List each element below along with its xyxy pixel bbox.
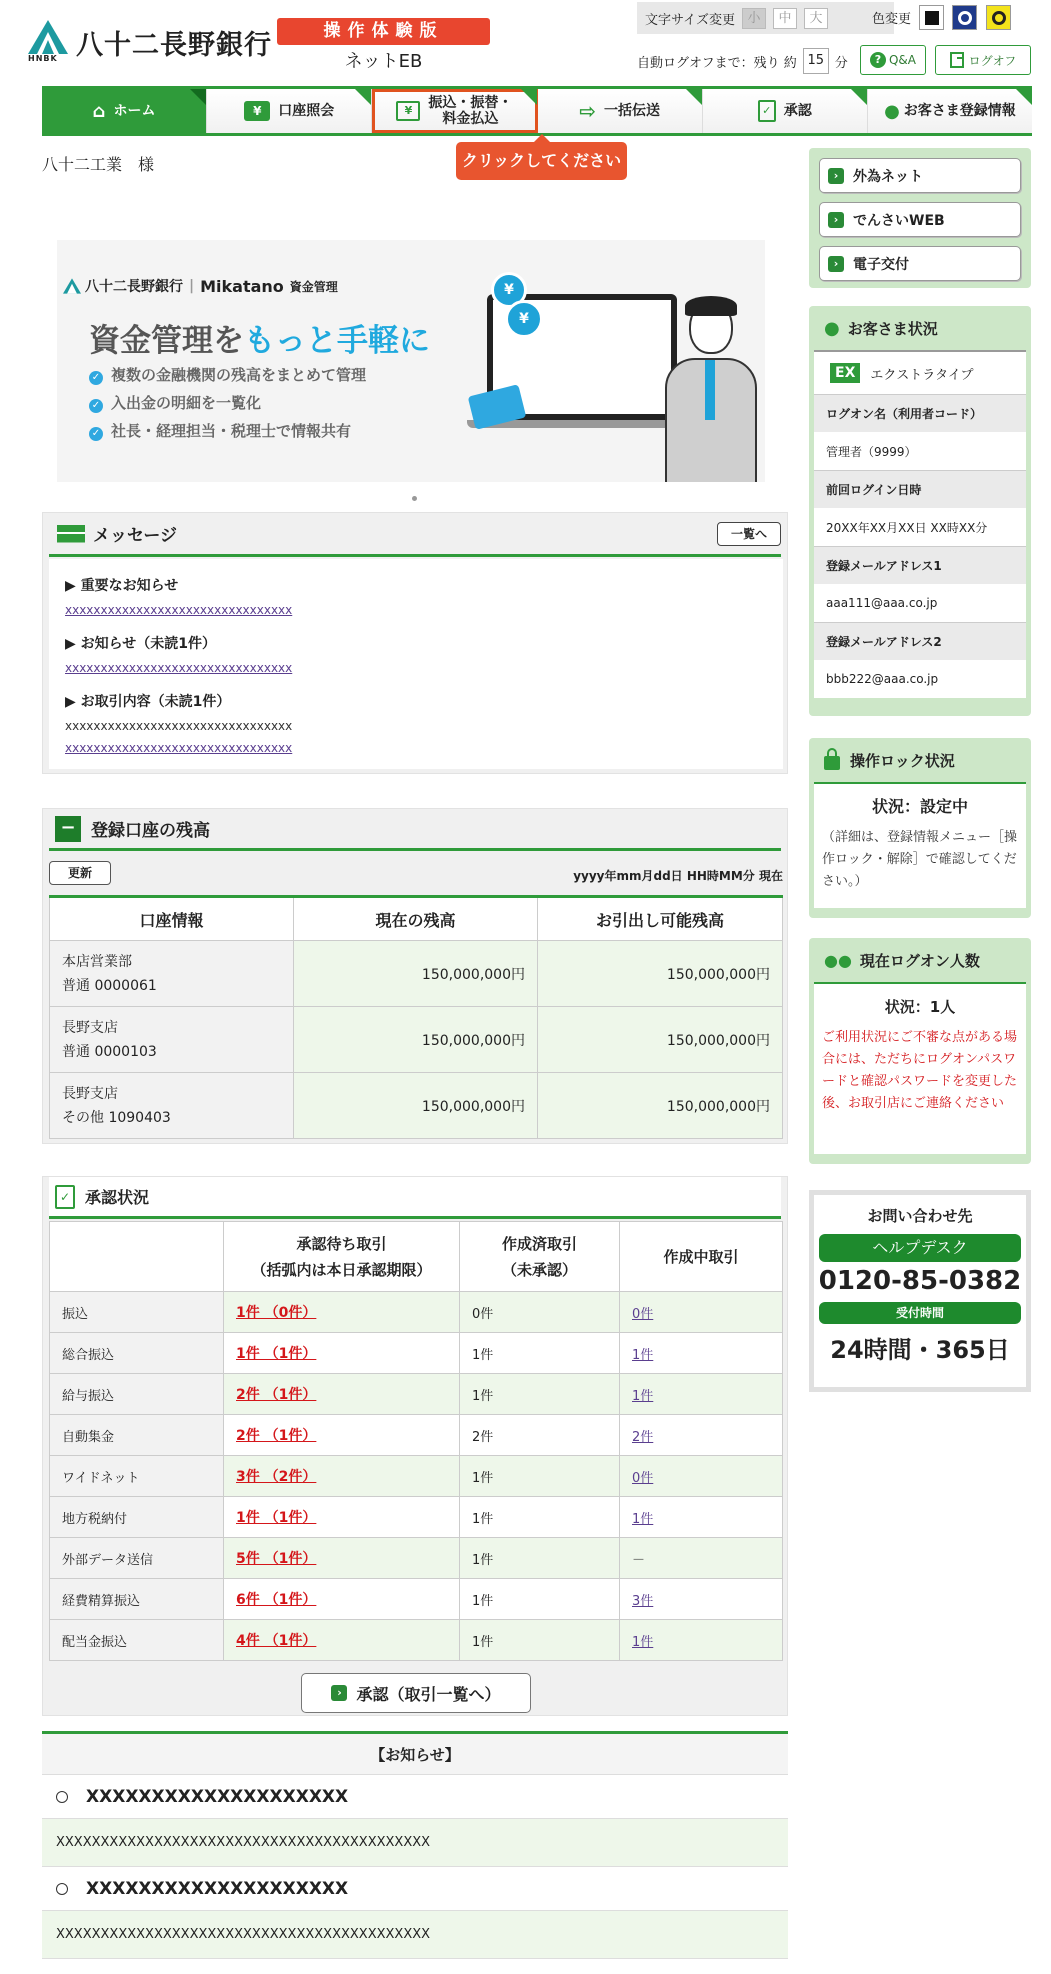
transaction-type-cell: [50, 1292, 224, 1333]
update-button[interactable]: 更新: [49, 861, 111, 885]
auto-logoff-minutes: 15: [803, 48, 829, 74]
coin-icon: ¥: [505, 300, 543, 338]
created-count-cell: [460, 1497, 620, 1538]
arrow-right-icon: ›: [828, 212, 844, 228]
created-count-cell: [460, 1620, 620, 1661]
created-count: 1件: [472, 1347, 494, 1363]
help-desk-label: ヘルプデスク: [819, 1234, 1021, 1262]
notice-title: XXXXXXXXXXXXXXXXXXXX: [86, 1878, 349, 1899]
draft-link[interactable]: 1件: [632, 1388, 654, 1404]
draft-link-cell: [620, 1333, 783, 1374]
hours-value: 24時間・365日: [830, 1336, 1010, 1364]
message-link[interactable]: xxxxxxxxxxxxxxxxxxxxxxxxxxxxxxxx: [65, 661, 293, 675]
message-section-heading: ▶ お取引内容（未読1件）: [65, 694, 231, 710]
banner-brand: 八十二長野銀行: [85, 279, 183, 295]
status-value: 20XX年XX月XX日 XX時XX分: [814, 508, 1026, 546]
draft-link-cell: [620, 1456, 783, 1497]
mail-icon: [57, 525, 85, 543]
approval-panel-header: [49, 1177, 781, 1219]
table-row: [50, 1073, 783, 1139]
atm-icon: ¥: [396, 101, 420, 121]
message-link[interactable]: xxxxxxxxxxxxxxxxxxxxxxxxxxxxxxxx: [65, 741, 293, 755]
banner-bullet: ✓ 入出金の明細を一覧化: [89, 392, 261, 413]
balance-table: [49, 895, 783, 1139]
banner-product: Mikatano: [200, 276, 284, 296]
pending-approval-link[interactable]: 4件 （1件）: [236, 1633, 317, 1649]
nav-corner-marker: [521, 89, 537, 105]
balance-col-header: 口座情報: [50, 897, 294, 941]
arrow-right-icon: ›: [331, 1685, 347, 1701]
nav-transfer-payment[interactable]: [372, 89, 537, 133]
created-count-cell: [460, 1374, 620, 1415]
draft-link-cell: [620, 1374, 783, 1415]
nav-transfer-line2: 料金払込: [442, 111, 499, 127]
transaction-type: 振込: [62, 1306, 89, 1322]
font-size-large-button[interactable]: 大: [804, 8, 828, 29]
nav-transfer-payment-label: [428, 95, 512, 127]
sidebar-link-label: 外為ネット: [853, 168, 923, 185]
branch-name: 長野支店: [62, 1019, 118, 1036]
pending-approval-link-cell: [224, 1292, 460, 1333]
banner-bullet: ✓ 複数の金融機関の残高をまとめて管理: [89, 364, 366, 385]
status-value: 管理者（9999）: [814, 432, 1026, 470]
approval-col-header-line: 作成済取引: [501, 1234, 577, 1253]
transaction-type-cell: [50, 1579, 224, 1620]
created-count-cell: [460, 1415, 620, 1456]
yen-wallet-icon: ¥: [244, 101, 270, 121]
approval-icon: ✓: [758, 100, 776, 122]
current-balance: 150,000,000円: [294, 941, 538, 1007]
draft-count: －: [632, 1552, 646, 1568]
pending-approval-link[interactable]: 3件 （2件）: [236, 1469, 317, 1485]
approval-table: [49, 1221, 783, 1661]
pending-approval-link-cell: [224, 1620, 460, 1661]
sidebar-link-label: でんさいWEB: [853, 212, 945, 229]
table-row: [50, 1579, 783, 1620]
created-count: 1件: [472, 1470, 494, 1486]
account-info-cell: [50, 1073, 294, 1139]
transaction-type: 総合振込: [62, 1347, 115, 1363]
approve-list-label: 承認（取引一覧へ）: [356, 1684, 501, 1704]
approval-col-header: [460, 1222, 620, 1292]
draft-link-cell: [620, 1415, 783, 1456]
banner-title: [89, 315, 430, 360]
arrow-right-icon: ›: [828, 256, 844, 272]
banner-bullet: ✓ 社長・経理担当・税理士で情報共有: [89, 420, 351, 441]
status-value: bbb222@aaa.co.jp: [814, 660, 1026, 698]
pending-approval-link[interactable]: 5件 （1件）: [236, 1551, 317, 1567]
operation-lock-note: （詳細は、登録情報メニュー［操作ロック・解除］で確認してください。）: [822, 830, 1018, 889]
transaction-type: 給与振込: [62, 1388, 115, 1404]
created-count: 1件: [472, 1593, 494, 1609]
created-count: 1件: [472, 1552, 494, 1568]
created-count-cell: [460, 1333, 620, 1374]
notice-body: XXXXXXXXXXXXXXXXXXXXXXXXXXXXXXXXXXXXXXXXXX: [42, 1911, 788, 1959]
approval-icon: ✓: [55, 1185, 75, 1209]
demo-badge: 操作体験版: [277, 18, 490, 45]
nav-home[interactable]: [42, 89, 207, 133]
table-row: [50, 1333, 783, 1374]
click-here-tooltip: クリックしてください: [456, 142, 627, 180]
sidebar-link-e-delivery[interactable]: [819, 246, 1021, 281]
balance-as-of: yyyy年mm月dd日 HH時MM分 現在: [573, 869, 783, 883]
home-icon: ⌂: [92, 100, 106, 122]
table-row: [50, 1497, 783, 1538]
draft-link-cell: [620, 1579, 783, 1620]
account-info-cell: [50, 1007, 294, 1073]
nav-corner-marker: [686, 89, 702, 105]
question-icon: ?: [870, 52, 886, 68]
notice-panel: [42, 1731, 788, 1967]
logon-count-header: [814, 938, 1026, 982]
message-panel-title: メッセージ: [93, 526, 177, 546]
auto-logoff-label: 自動ログオフまで：残り 約: [637, 55, 797, 71]
available-balance: 150,000,000円: [538, 1073, 783, 1139]
pending-approval-link-cell: [224, 1497, 460, 1538]
pending-approval-link-cell: [224, 1415, 460, 1456]
approval-col-header: [50, 1222, 224, 1292]
operation-lock-body: [814, 782, 1026, 908]
nav-account-inquiry[interactable]: [207, 89, 372, 133]
nav-corner-marker: [355, 89, 371, 105]
available-balance: 150,000,000円: [538, 1007, 783, 1073]
approval-col-header: [224, 1222, 460, 1292]
transaction-type-cell: [50, 1538, 224, 1579]
draft-link[interactable]: 3件: [632, 1593, 654, 1609]
table-row: [50, 1456, 783, 1497]
bank-logo-mark-icon: [28, 20, 68, 64]
color-change-label: 色変更: [872, 12, 912, 27]
logon-count-panel: [809, 938, 1031, 1164]
carousel-dot[interactable]: [412, 496, 417, 501]
balance-col-header: お引出し可能残高: [538, 897, 783, 941]
qa-label: Q&A: [888, 53, 916, 67]
balance-panel-title: 登録口座の残高: [91, 821, 210, 841]
transaction-type: 経費精算振込: [62, 1593, 141, 1609]
sidebar-link-densai[interactable]: [819, 202, 1021, 237]
pending-approval-link[interactable]: 6件 （1件）: [236, 1592, 317, 1608]
logoff-label: ログオフ: [968, 53, 1017, 68]
nav-transfer-line1: 振込・振替・: [428, 95, 513, 111]
balance-panel: [42, 808, 788, 1144]
message-panel: [42, 512, 788, 774]
approve-list-button[interactable]: [301, 1673, 531, 1713]
font-size-small-button[interactable]: 小: [742, 8, 766, 29]
account-number: その他 1090403: [62, 1109, 171, 1126]
color-black-button[interactable]: [919, 5, 944, 30]
created-count-cell: [460, 1456, 620, 1497]
draft-link[interactable]: 1件: [632, 1511, 654, 1527]
approval-col-header: 作成中取引: [620, 1222, 783, 1292]
table-row: [50, 941, 783, 1007]
pending-approval-link[interactable]: 2件 （1件）: [236, 1387, 317, 1403]
hours-label: 受付時間: [819, 1302, 1021, 1324]
message-link[interactable]: xxxxxxxxxxxxxxxxxxxxxxxxxxxxxxxx: [65, 603, 293, 617]
account-info-cell: [50, 941, 294, 1007]
table-row: [50, 1415, 783, 1456]
pending-approval-link-cell: [224, 1456, 460, 1497]
pending-approval-link[interactable]: 2件 （1件）: [236, 1428, 317, 1444]
approval-col-header-line: （括弧内は本日承認期限）: [251, 1260, 432, 1279]
color-yellow-button[interactable]: [986, 5, 1011, 30]
contact-box: [809, 1190, 1031, 1392]
nav-customer-registration[interactable]: [868, 89, 1032, 133]
pending-approval-link-cell: [224, 1374, 460, 1415]
available-balance: 150,000,000円: [538, 941, 783, 1007]
operation-lock-header: [814, 738, 1026, 782]
font-size-switcher: [637, 2, 894, 34]
draft-link-cell: [620, 1620, 783, 1661]
coin-icon: ¥: [491, 272, 527, 308]
notice-item[interactable]: [42, 1775, 788, 1819]
circle-bullet-icon: [56, 1883, 68, 1895]
sidebar-links: [809, 148, 1031, 288]
operation-lock-title: 操作ロック状況: [850, 751, 955, 770]
users-icon: ●●: [824, 950, 852, 970]
operation-lock-status: 状況：設定中: [871, 797, 968, 816]
approval-col-header-line: （未承認）: [501, 1260, 577, 1279]
draft-link[interactable]: 0件: [632, 1306, 654, 1322]
pending-approval-link[interactable]: 1件 （1件）: [236, 1510, 317, 1526]
transaction-type: 自動集金: [62, 1429, 115, 1445]
sidebar-link-label: 電子交付: [853, 256, 909, 273]
transaction-type-cell: [50, 1456, 224, 1497]
approval-panel-title: 承認状況: [85, 1188, 150, 1207]
nav-approval-label: 承認: [783, 103, 812, 119]
bank-short-name: HNBK: [28, 54, 58, 63]
transaction-type: 外部データ送信: [62, 1552, 154, 1568]
approval-col-header-line: 承認待ち取引: [296, 1234, 387, 1253]
current-balance: 150,000,000円: [294, 1073, 538, 1139]
balance-panel-header: [49, 809, 781, 851]
contact-title: お問い合わせ先: [867, 1207, 973, 1225]
help-desk-phone[interactable]: 0120-85-0382: [818, 1266, 1022, 1296]
created-count: 1件: [472, 1634, 494, 1650]
customer-status-title: お客さま状況: [847, 319, 938, 338]
status-label: 登録メールアドレス2: [814, 622, 1026, 660]
created-count-cell: [460, 1538, 620, 1579]
lock-icon: [824, 756, 840, 770]
logoff-button[interactable]: [935, 45, 1031, 75]
created-count: 1件: [472, 1511, 494, 1527]
transaction-type: 地方税納付: [62, 1511, 128, 1527]
customer-status-panel: [809, 306, 1031, 716]
draft-link-cell: [620, 1497, 783, 1538]
table-row: [50, 1374, 783, 1415]
qa-button[interactable]: [860, 45, 926, 75]
color-blue-button[interactable]: [952, 5, 977, 30]
notice-item[interactable]: [42, 1867, 788, 1911]
draft-link[interactable]: 2件: [632, 1429, 654, 1445]
banner-product-suffix: 資金管理: [289, 279, 338, 294]
created-count: 2件: [472, 1429, 494, 1445]
bank-logo[interactable]: [28, 20, 272, 64]
transfer-icon: ⇨: [579, 99, 596, 123]
logon-warning: ご利用状況にご不審な点がある場合には、ただちにログオンパスワードと確認パスワードを変更した後、お取引店にご連絡ください: [822, 1030, 1018, 1111]
nav-bulk-transmission-label: 一括伝送: [603, 103, 660, 119]
nav-corner-marker: [851, 89, 867, 105]
nav-home-label: ホーム: [113, 103, 156, 119]
created-count: 0件: [472, 1306, 494, 1322]
customer-status-header: [814, 306, 1026, 350]
draft-link[interactable]: 1件: [632, 1634, 654, 1650]
user-icon: ●: [824, 317, 840, 339]
pending-approval-link-cell: [224, 1579, 460, 1620]
nav-corner-marker: [190, 89, 206, 105]
nav-customer-registration-label: お客さま登録情報: [903, 103, 1016, 119]
transaction-type: ワイドネット: [62, 1470, 140, 1486]
table-row: [50, 1620, 783, 1661]
customer-name: 八十二工業 様: [42, 155, 155, 174]
logon-count-status: 状況：1人: [884, 998, 956, 1016]
pending-approval-link[interactable]: 1件 （0件）: [236, 1305, 317, 1321]
transaction-type-cell: [50, 1497, 224, 1538]
auto-logoff-timer: [637, 46, 848, 76]
main-nav: [42, 86, 1032, 136]
nav-approval[interactable]: [703, 89, 868, 133]
status-value: aaa111@aaa.co.jp: [814, 584, 1026, 622]
sidebar-link-forex[interactable]: [819, 158, 1021, 193]
transaction-type-cell: [50, 1415, 224, 1456]
message-panel-header: [49, 513, 781, 557]
ex-badge: EX: [830, 363, 860, 383]
status-label: ログオン名（利用者コード）: [814, 394, 1026, 432]
font-size-label: 文字サイズ変更: [645, 12, 735, 28]
account-number: 普通 0000061: [62, 977, 157, 994]
collapse-icon[interactable]: −: [55, 816, 81, 842]
message-list: [49, 559, 783, 769]
nav-bulk-transmission[interactable]: [538, 89, 703, 133]
message-text: xxxxxxxxxxxxxxxxxxxxxxxxxxxxxxxx: [65, 719, 293, 733]
service-subtitle: ネットEB: [344, 51, 423, 72]
nav-account-inquiry-label: 口座照会: [278, 103, 335, 119]
operation-lock-panel: [809, 738, 1031, 918]
pending-approval-link-cell: [224, 1538, 460, 1579]
draft-link-cell: [620, 1292, 783, 1333]
font-size-medium-button[interactable]: 中: [773, 8, 797, 29]
created-count-cell: [460, 1292, 620, 1333]
transaction-type-cell: [50, 1374, 224, 1415]
user-icon: ●: [884, 100, 900, 122]
logon-count-body: [814, 982, 1026, 1154]
status-label: 登録メールアドレス1: [814, 546, 1026, 584]
draft-link[interactable]: 1件: [632, 1347, 654, 1363]
pending-approval-link-cell: [224, 1333, 460, 1374]
banner-title-main: 資金管理を: [89, 323, 244, 359]
pending-approval-link[interactable]: 1件 （1件）: [236, 1346, 317, 1362]
table-row: [50, 1538, 783, 1579]
branch-name: 本店営業部: [62, 953, 132, 970]
message-list-button[interactable]: 一覧へ: [717, 522, 781, 546]
bank-logo-mark-icon: [63, 278, 81, 294]
businessman-illustration: [655, 300, 765, 482]
transaction-type: 配当金振込: [62, 1634, 128, 1650]
transaction-type-cell: [50, 1333, 224, 1374]
draft-count-cell: [620, 1538, 783, 1579]
nav-corner-marker: [1016, 89, 1032, 105]
plan-type: [814, 350, 1026, 394]
draft-link[interactable]: 0件: [632, 1470, 654, 1486]
branch-name: 長野支店: [62, 1085, 118, 1102]
plan-type-label: エクストラタイプ: [870, 367, 974, 383]
logon-count-title: 現在ログオン人数: [859, 951, 980, 970]
arrow-right-icon: ›: [828, 168, 844, 184]
table-row: [50, 1007, 783, 1073]
created-count-cell: [460, 1579, 620, 1620]
transaction-type-cell: [50, 1620, 224, 1661]
balance-col-header: 現在の残高: [294, 897, 538, 941]
current-balance: 150,000,000円: [294, 1007, 538, 1073]
banner-logo: 八十二長野銀行 | Mikatano 資金管理: [63, 276, 338, 296]
status-label: 前回ログイン日時: [814, 470, 1026, 508]
message-section-heading: ▶ お知らせ（未読1件）: [65, 636, 216, 652]
banner-title-accent: もっと手軽に: [244, 323, 430, 359]
message-section-heading: ▶ 重要なお知らせ: [65, 578, 179, 594]
bank-name: 八十二長野銀行: [76, 29, 272, 61]
promo-banner[interactable]: [57, 240, 765, 482]
table-row: [50, 1292, 783, 1333]
created-count: 1件: [472, 1388, 494, 1404]
notice-panel-title: 【お知らせ】: [42, 1731, 788, 1775]
door-exit-icon: [950, 52, 964, 68]
circle-bullet-icon: [56, 1791, 68, 1803]
notice-body: XXXXXXXXXXXXXXXXXXXXXXXXXXXXXXXXXXXXXXXXXX: [42, 1819, 788, 1867]
approval-panel: [42, 1176, 788, 1716]
account-number: 普通 0000103: [62, 1043, 157, 1060]
auto-logoff-unit: 分: [834, 55, 848, 71]
notice-title: XXXXXXXXXXXXXXXXXXXX: [86, 1786, 349, 1807]
